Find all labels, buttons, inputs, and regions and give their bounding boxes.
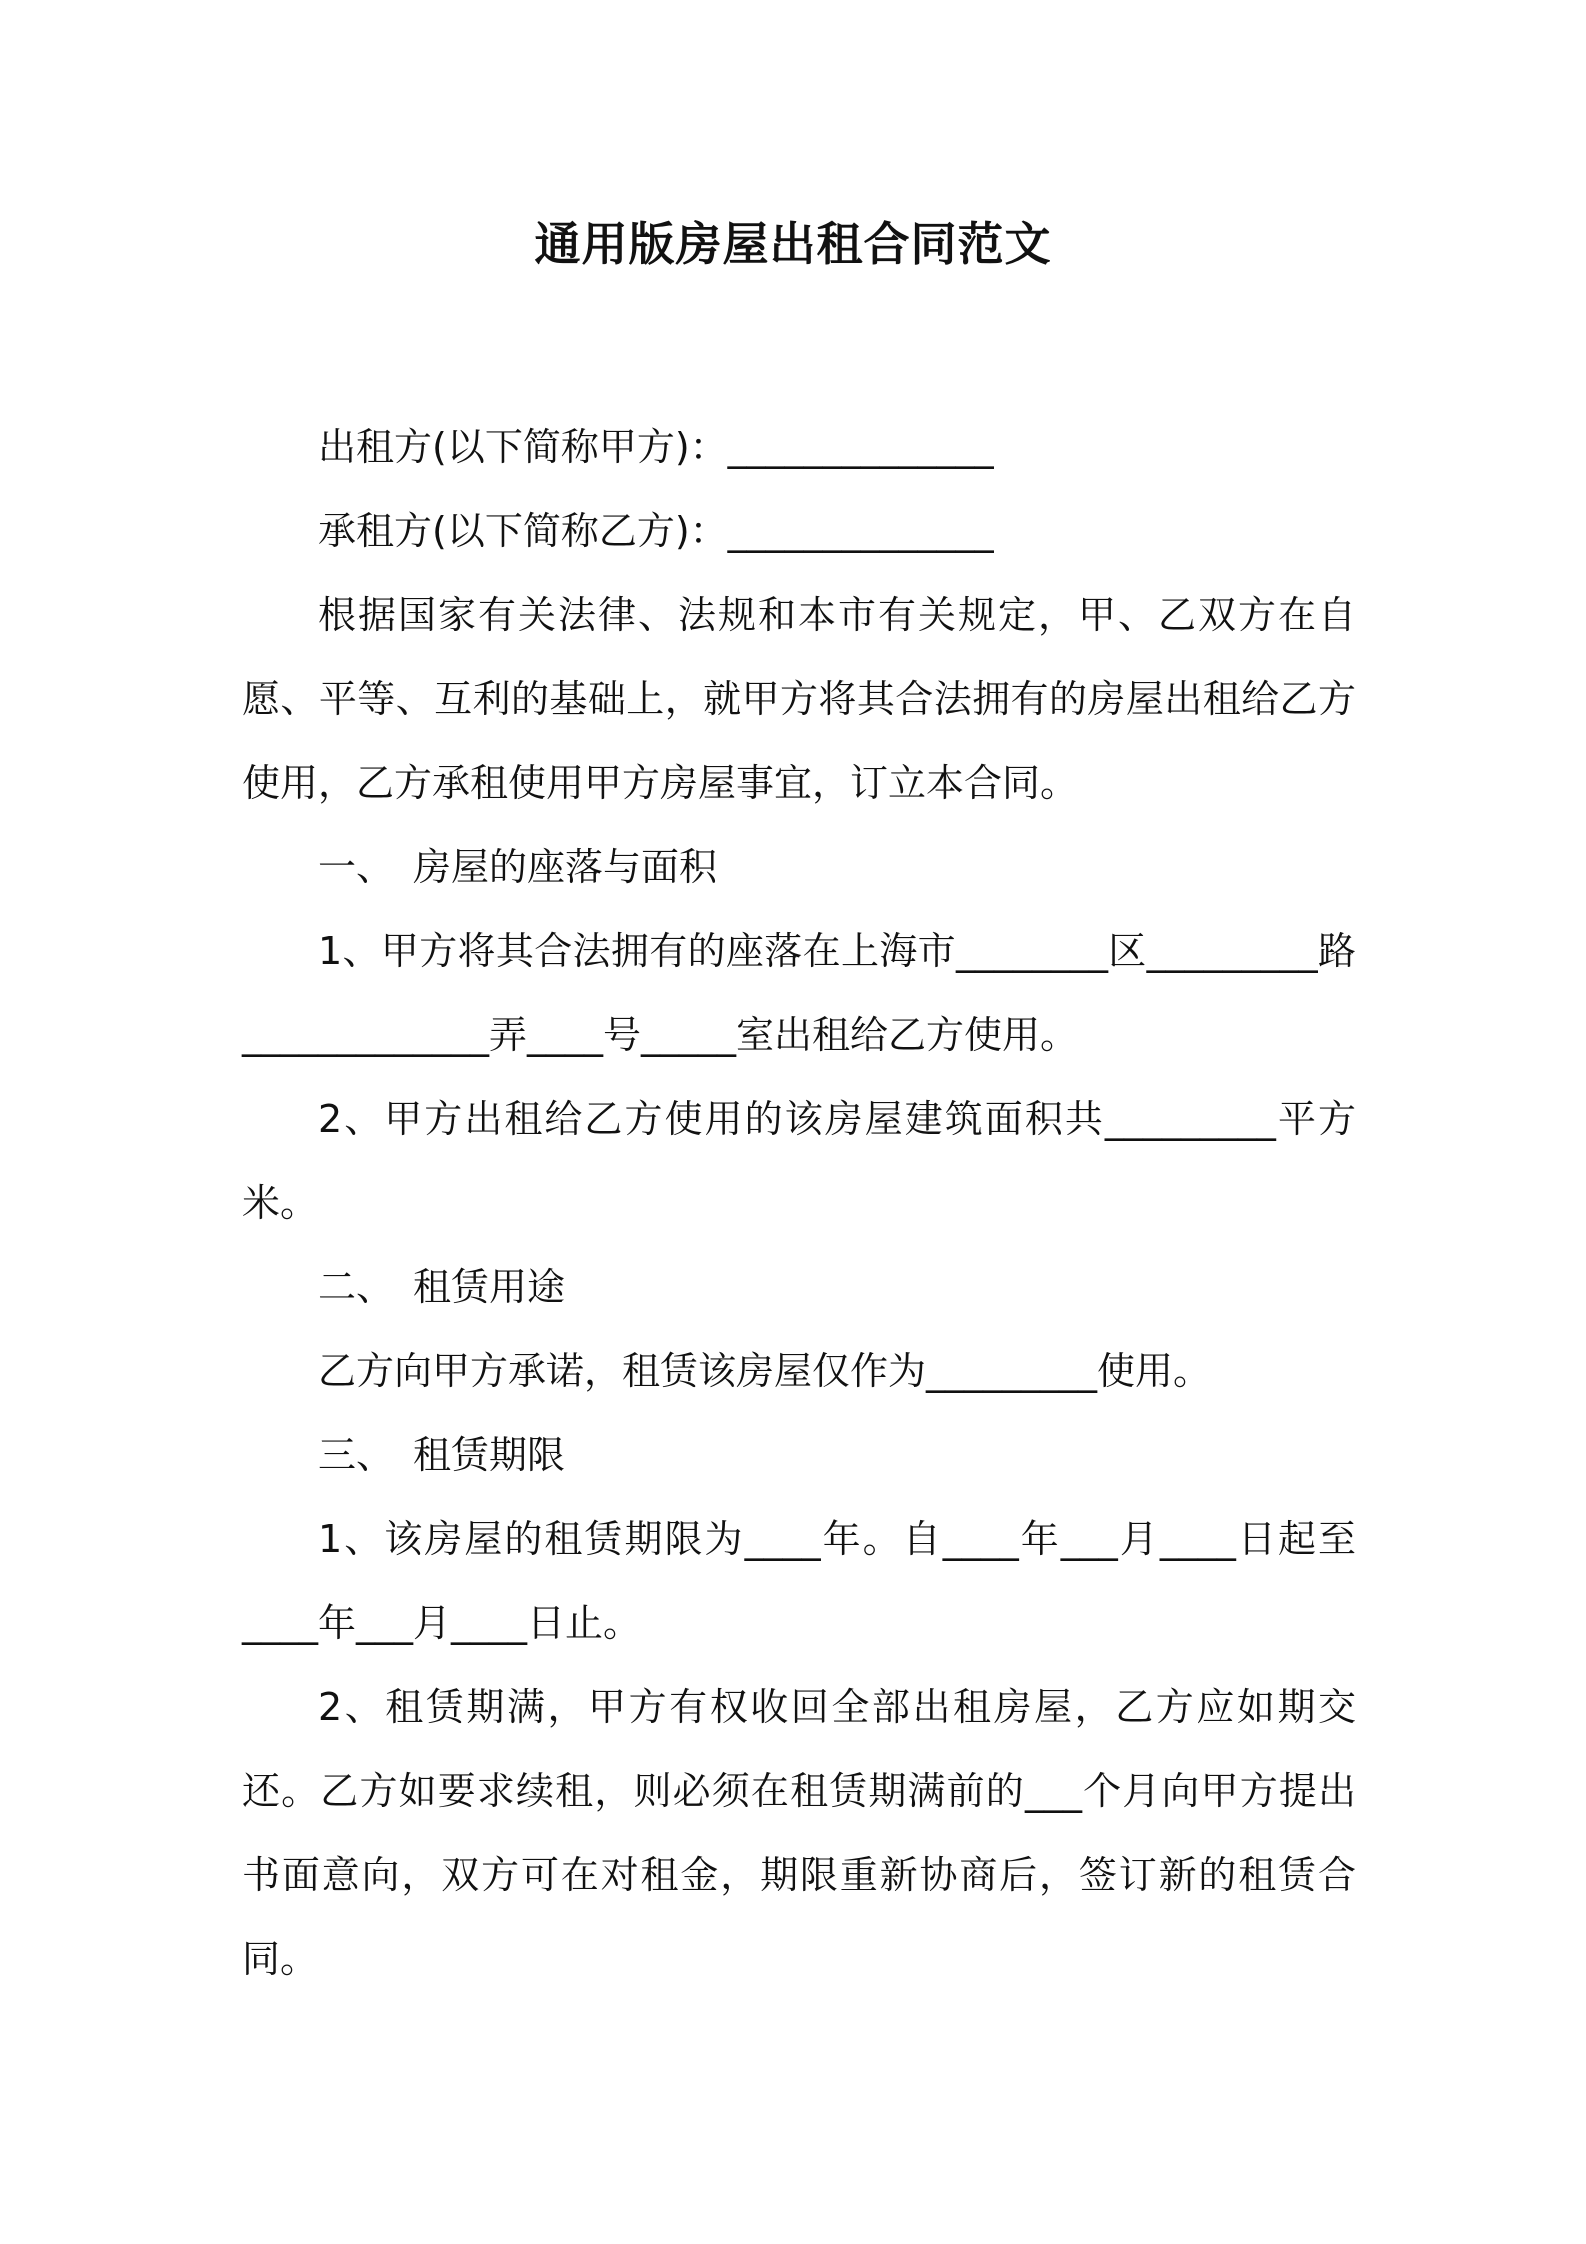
clause-location: 1、甲方将其合法拥有的座落在上海市________区_________路_____________弄____号_____室出租给乙方使用。: [242, 929, 1356, 1057]
paragraph-preamble: 根据国家有关法律、法规和本市有关规定，甲、乙双方在自愿、平等、互利的基础上，就甲方将其合法拥有的房屋出租给乙方使用，乙方承租使用甲方房屋事宜，订立本合同。: [242, 593, 1356, 805]
clause-term-renewal: 2、租赁期满，甲方有权收回全部出租房屋，乙方应如期交还。乙方如要求续租，则必须在租赁期满前的___个月向甲方提出书面意向，双方可在对租金，期限重新协商后，签订新的租赁合同。: [242, 1685, 1356, 1981]
section-heading-location-area: 一、 房屋的座落与面积: [318, 845, 718, 889]
clause-term-period: 1、该房屋的租赁期限为____年。自____年___月____日起至____年___月____日止。: [242, 1517, 1356, 1645]
clause-area: 2、甲方出租给乙方使用的该房屋建筑面积共_________平方米。: [242, 1097, 1356, 1225]
paragraph-lessee: 承租方(以下简称乙方)：______________: [318, 509, 994, 553]
document-title: 通用版房屋出租合同范文: [534, 217, 1052, 271]
clause-usage: 乙方向甲方承诺，租赁该房屋仅作为_________使用。: [318, 1349, 1212, 1393]
document-body: [242, 405, 1356, 2001]
paragraph-lessor: 出租方(以下简称甲方)：______________: [318, 425, 994, 469]
section-heading-usage: 二、 租赁用途: [318, 1265, 566, 1309]
section-heading-term: 三、 租赁期限: [318, 1433, 566, 1477]
